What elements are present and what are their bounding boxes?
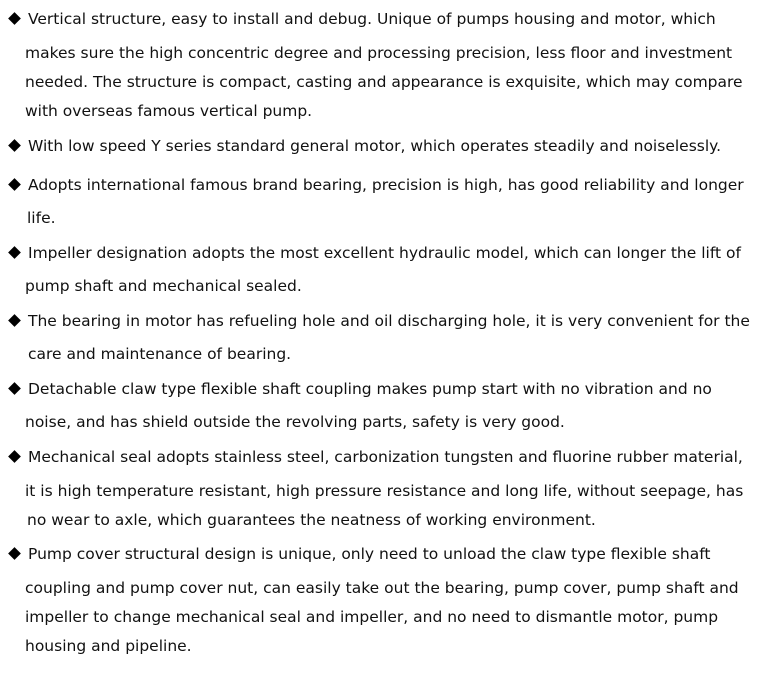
feature-text-line: care and maintenance of bearing. <box>28 345 292 363</box>
feature-text-line: needed. The structure is compact, casting and appearance is exquisite, which may compare <box>25 73 743 91</box>
feature-text-line: Mechanical seal adopts stainless steel, carbonization tungsten and fluorine rubber material, <box>28 448 743 466</box>
diamond-bullet-icon <box>8 450 21 463</box>
feature-text-line: housing and pipeline. <box>25 637 192 655</box>
diamond-bullet-icon <box>8 246 21 259</box>
feature-text-line: With low speed Y series standard general motor, which operates steadily and noiselessly. <box>28 137 722 155</box>
diamond-bullet-icon <box>8 12 21 25</box>
diamond-bullet-icon <box>8 314 21 327</box>
diamond-bullet-icon <box>8 382 21 395</box>
feature-text-line: makes sure the high concentric degree and processing precision, less floor and investment <box>25 44 733 62</box>
feature-text-line: life. <box>27 209 56 227</box>
feature-text-line: coupling and pump cover nut, can easily take out the bearing, pump cover, pump shaft and <box>25 579 739 597</box>
feature-text-line: noise, and has shield outside the revolving parts, safety is very good. <box>25 413 565 431</box>
feature-text-line: Impeller designation adopts the most excellent hydraulic model, which can longer the lift of <box>28 244 741 262</box>
feature-text-line: it is high temperature resistant, high pressure resistance and long life, without seepage, has <box>25 482 744 500</box>
diamond-bullet-icon <box>8 547 21 560</box>
feature-text-line: Detachable claw type flexible shaft coupling makes pump start with no vibration and no <box>28 380 712 398</box>
feature-text-line: Pump cover structural design is unique, only need to unload the claw type flexible shaft <box>28 545 711 563</box>
feature-text-line: with overseas famous vertical pump. <box>25 102 313 120</box>
feature-text-line: impeller to change mechanical seal and impeller, and no need to dismantle motor, pump <box>25 608 719 626</box>
feature-text-line: no wear to axle, which guarantees the neatness of working environment. <box>27 511 596 529</box>
feature-text-line: Vertical structure, easy to install and debug. Unique of pumps housing and motor, which <box>28 10 716 28</box>
feature-text-line: pump shaft and mechanical sealed. <box>25 277 302 295</box>
diamond-bullet-icon <box>8 178 21 191</box>
feature-text-line: Adopts international famous brand bearing, precision is high, has good reliability and longer <box>28 176 744 194</box>
feature-text-line: The bearing in motor has refueling hole and oil discharging hole, it is very convenient for the <box>28 312 750 330</box>
diamond-bullet-icon <box>8 139 21 152</box>
